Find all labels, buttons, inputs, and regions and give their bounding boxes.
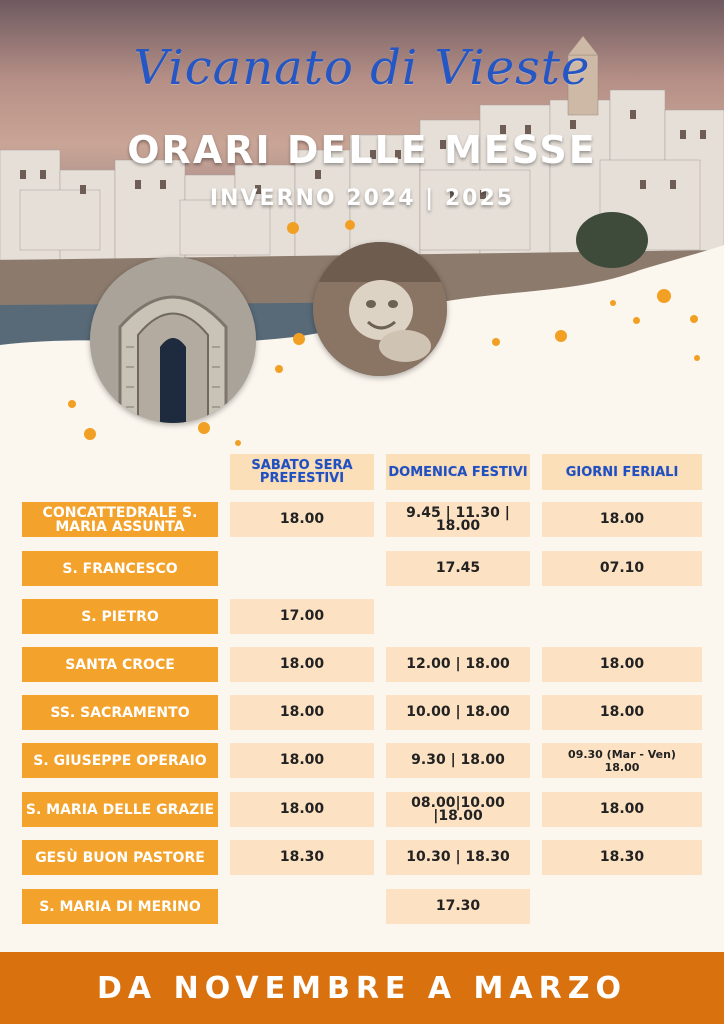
feriali-time-weekdays: 09.30 (Mar - Ven) — [568, 747, 676, 761]
church-label: S. FRANCESCO — [22, 551, 218, 586]
time-cell-feriali: 18.30 — [542, 840, 702, 875]
decor-dot — [84, 428, 96, 440]
time-cell-domenica: 9.45 | 11.30 | 18.00 — [386, 502, 530, 537]
decor-dot — [287, 222, 299, 234]
time-cell-sabato: 18.30 — [230, 840, 374, 875]
decor-dot — [198, 422, 210, 434]
decor-dot — [68, 400, 76, 408]
time-cell-sabato: 18.00 — [230, 695, 374, 730]
column-header-feriali: GIORNI FERIALI — [542, 454, 702, 490]
time-cell-domenica: 17.45 — [386, 551, 530, 586]
time-cell-feriali: 18.00 — [542, 647, 702, 682]
decor-dot — [345, 220, 355, 230]
church-label: GESÙ BUON PASTORE — [22, 840, 218, 875]
time-cell-sabato: 18.00 — [230, 743, 374, 778]
time-cell-feriali — [542, 743, 702, 778]
time-cell-sabato: 18.00 — [230, 647, 374, 682]
time-cell-sabato: 18.00 — [230, 502, 374, 537]
church-label: CONCATTEDRALE S. MARIA ASSUNTA — [22, 502, 218, 537]
decor-dot — [633, 317, 640, 324]
church-label: SS. SACRAMENTO — [22, 695, 218, 730]
script-title: Vicanato di Vieste — [133, 40, 591, 96]
page-subtitle: INVERNO 2024 | 2025 — [209, 186, 515, 211]
time-cell-sabato: 18.00 — [230, 792, 374, 827]
time-cell-feriali: 18.00 — [542, 792, 702, 827]
season-footer: DA NOVEMBRE A MARZO — [0, 952, 724, 1024]
decor-dot — [293, 333, 305, 345]
church-label: S. MARIA DELLE GRAZIE — [22, 792, 218, 827]
decor-dot — [690, 315, 698, 323]
time-cell-feriali: 07.10 — [542, 551, 702, 586]
time-cell-domenica: 10.30 | 18.30 — [386, 840, 530, 875]
time-cell-domenica: 08.00|10.00 |18.00 — [386, 792, 530, 827]
church-label: S. MARIA DI MERINO — [22, 889, 218, 924]
page-title: ORARI DELLE MESSE — [127, 128, 597, 172]
time-cell-feriali: 18.00 — [542, 695, 702, 730]
church-label: SANTA CROCE — [22, 647, 218, 682]
decor-dot — [275, 365, 283, 373]
church-label: S. GIUSEPPE OPERAIO — [22, 743, 218, 778]
time-cell-domenica: 9.30 | 18.00 — [386, 743, 530, 778]
decor-dot — [555, 330, 567, 342]
time-cell-domenica: 12.00 | 18.00 — [386, 647, 530, 682]
carved-window-photo — [90, 257, 256, 423]
decor-dot — [492, 338, 500, 346]
decor-dot — [235, 440, 241, 446]
time-cell-sabato: 17.00 — [230, 599, 374, 634]
feriali-time-evening: 18.00 — [604, 760, 640, 774]
church-label: S. PIETRO — [22, 599, 218, 634]
column-header-domenica: DOMENICA FESTIVI — [386, 454, 530, 490]
column-header-sabato: SABATO SERA PREFESTIVI — [230, 454, 374, 490]
decor-dot — [657, 289, 671, 303]
time-cell-domenica: 17.30 — [386, 889, 530, 924]
lion-sculpture-photo — [313, 242, 447, 376]
decor-dot — [610, 300, 616, 306]
decor-dot — [694, 355, 700, 361]
time-cell-domenica: 10.00 | 18.00 — [386, 695, 530, 730]
time-cell-feriali: 18.00 — [542, 502, 702, 537]
